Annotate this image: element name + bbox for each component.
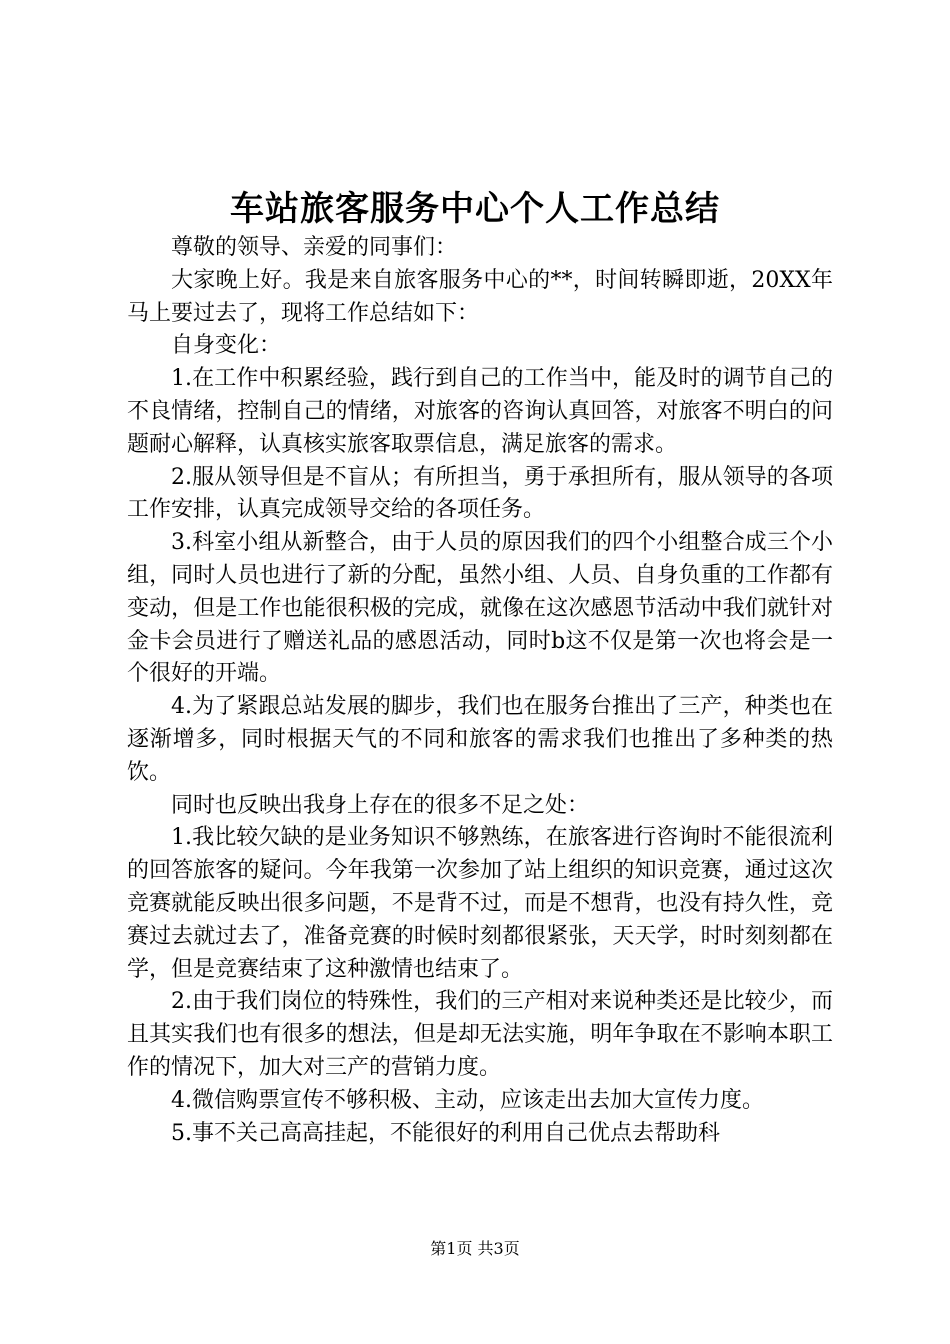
paragraph-item: 5.事不关己高高挂起，不能很好的利用自己优点去帮助科 (171, 1120, 720, 1146)
paragraph-item: 4.微信购票宣传不够积极、主动，应该走出去加大宣传力度。 (171, 1087, 764, 1113)
paragraph-item: 1.在工作中积累经验，践行到自己的工作当中，能及时的调节自己的不良情绪，控制自己的情绪，对旅客的咨询认真回答，对旅客不明白的问题耐心解释，认真核实旅客取票信息，满足旅客的需求。 (127, 366, 833, 457)
paragraph-section-self-change: 自身变化： (171, 333, 282, 359)
paragraph-intro: 大家晚上好。我是来自旅客服务中心的**，时间转瞬即逝，20XX年马上要过去了，现将工作总结如下： (127, 267, 833, 326)
document-body (127, 232, 833, 1150)
paragraph-greeting: 尊敬的领导、亲爱的同事们： (171, 235, 458, 260)
paragraph-item: 2.服从领导但是不盲从；有所担当，勇于承担所有，服从领导的各项工作安排，认真完成领导交给的各项任务。 (127, 464, 833, 523)
page-number-footer: 第1页 共3页 (430, 1239, 520, 1258)
paragraph-item: 4.为了紧跟总站发展的脚步，我们也在服务台推出了三产，种类也在逐渐增多，同时根据天气的不同和旅客的需求我们也推出了多种类的热饮。 (127, 694, 833, 785)
paragraph-item: 2.由于我们岗位的特殊性，我们的三产相对来说种类还是比较少，而且其实我们也有很多的想法，但是却无法实施，明年争取在不影响本职工作的情况下，加大对三产的营销力度。 (127, 989, 833, 1080)
paragraph-section-shortcomings: 同时也反映出我身上存在的很多不足之处： (171, 792, 590, 818)
paragraph-item: 3.科室小组从新整合，由于人员的原因我们的四个小组整合成三个小组，同时人员也进行了新的分配，虽然小组、人员、自身负重的工作都有变动，但是工作也能很积极的完成，就像在这次感恩节活动中我们就针对金卡会员进行了赠送礼品的感恩活动，同时b这不仅是第一次也将会是一个很好的开端。 (127, 530, 833, 687)
document-title: 车站旅客服务中心个人工作总结 (230, 189, 720, 229)
paragraph-item: 1.我比较欠缺的是业务知识不够熟练，在旅客进行咨询时不能很流利的回答旅客的疑问。今年我第一次参加了站上组织的知识竞赛，通过这次竞赛就能反映出很多问题，不是背不过，而是不想背，也没有持久性，竞赛过去就过去了，准备竞赛的时候时刻都很紧张，天天学，时时刻刻都在学，但是竞赛结束了这种激情也结束了。 (127, 825, 833, 982)
